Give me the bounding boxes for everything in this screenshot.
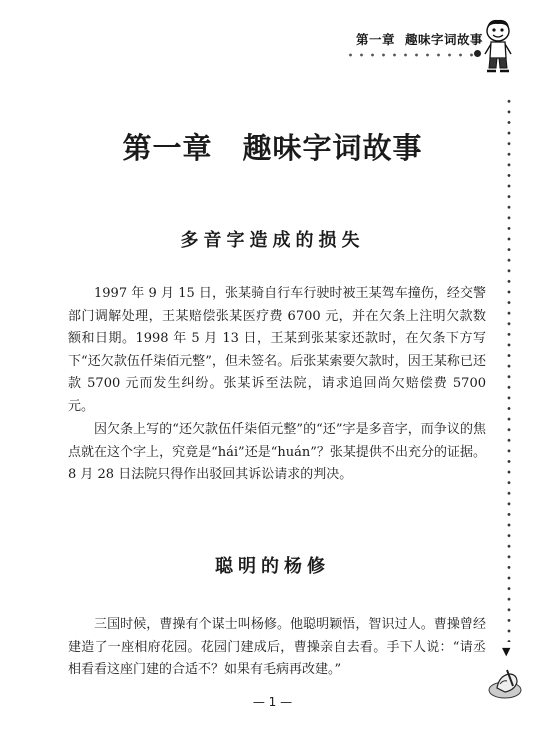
running-header <box>356 30 483 48</box>
section-heading: 多音字造成的损失 <box>180 230 365 251</box>
header-dot-leader <box>345 52 473 58</box>
running-header-chapter: 第一章 <box>355 32 395 47</box>
paragraph: 三国时候，曹操有个谋士叫杨修。他聪明颖悟，智识过人。曹操曾经建造了一座相府花园。花园门建成后，曹操亲自去看。手下人说：“请丞相看看这座门建的合适不？如果有毛病再改建。” <box>68 617 486 678</box>
chapter-title: 第一章 趣味字词故事 <box>122 131 423 165</box>
section-heading: 聪明的杨修 <box>215 556 330 577</box>
header-bullet-dot <box>474 50 481 57</box>
running-header-title: 趣味字词故事 <box>404 32 483 47</box>
paragraph: 1997 年 9 月 15 日，张某骑自行车行驶时被王某驾车撞伤，经交警部门调解处理，王某赔偿张某医疗费 6700 元，并在欠条上注明欠款数额和日期。1998 年 5 月 13 日，王某到张某家还款时，在欠条下方写下“还欠款伍仟柒佰元整”，但未签名。后张某索要欠款时，因王某称已还款 5700 元而发生纠纷。张某诉至法院，请求追回尚欠赔偿费 5700 元。 <box>68 286 486 414</box>
arrow-down-icon: ▼ <box>502 645 511 658</box>
cartoon-boy-icon <box>481 18 515 78</box>
paragraph: 因欠条上写的“还欠款伍仟柒佰元整”的“还”字是多音字，而争议的焦点就在这个字上，究竟是“hái”还是“huán”？张某提供不出充分的证据。8 月 28 日法院只得作出驳回其诉讼请求的判决。 <box>68 422 486 483</box>
page-number: — 1 — <box>252 695 293 709</box>
